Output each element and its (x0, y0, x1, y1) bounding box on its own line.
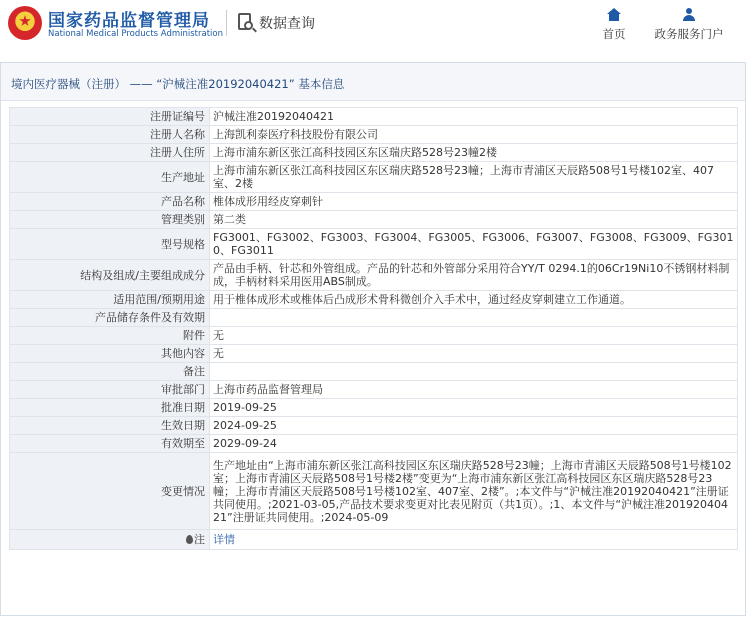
field-value: 无 (210, 345, 738, 363)
field-label: 变更情况 (10, 453, 210, 530)
field-label: 产品储存条件及有效期 (10, 309, 210, 327)
field-value: FG3001、FG3002、FG3003、FG3004、FG3005、FG3006、FG3007、FG3008、FG3009、FG3010、FG3011 (210, 229, 738, 260)
field-value: 2029-09-24 (210, 435, 738, 453)
table-row (10, 399, 738, 417)
field-label: 其他内容 (10, 345, 210, 363)
field-label: 结构及组成/主要组成成分 (10, 260, 210, 291)
nav-gov-label: 政务服务门户 (654, 27, 724, 41)
nav-home[interactable] (599, 8, 629, 42)
field-label: 型号规格 (10, 229, 210, 260)
field-value: 无 (210, 327, 738, 345)
field-value: 上海市浦东新区张江高科技园区东区瑞庆路528号23幢2楼 (210, 144, 738, 162)
field-label: 生产地址 (10, 162, 210, 193)
table-row (10, 435, 738, 453)
table-row (10, 327, 738, 345)
field-value: 第二类 (210, 211, 738, 229)
field-value: 用于椎体成形术或椎体后凸成形术骨科微创介入手术中，通过经皮穿刺建立工作通道。 (210, 291, 738, 309)
table-row (10, 211, 738, 229)
header-divider (226, 10, 227, 36)
field-value: 上海市浦东新区张江高科技园区东区瑞庆路528号23幢；上海市青浦区天辰路508号1号楼102室、407室、2楼 (210, 162, 738, 193)
field-label: 批准日期 (10, 399, 210, 417)
field-value (210, 530, 738, 550)
table-row (10, 530, 738, 550)
table-row (10, 381, 738, 399)
detail-panel (0, 62, 746, 616)
user-icon (682, 8, 696, 24)
details-link[interactable]: 详情 (213, 533, 235, 546)
field-value: 生产地址由“上海市浦东新区张江高科技园区东区瑞庆路528号23幢；上海市青浦区天辰路508号1号楼102室；上海市青浦区天辰路508号1号楼2楼”变更为“上海市浦东新区张江高科技园区东区瑞庆路528号23幢；上海市青浦区天辰路508号1号楼102室、407室、2楼”。;本文件与“沪械注准20192040421”注册证共同使用。;2021-03-05,产品技术要求变更对比表见附页（共1页）。;1、本文件与“沪械注准20192040421”注册证共同使用。;2024-05-09 (210, 453, 738, 530)
field-value: 2019-09-25 (210, 399, 738, 417)
registration-info-table (9, 107, 738, 550)
table-row (10, 453, 738, 530)
field-label: 有效期至 (10, 435, 210, 453)
table-row (10, 291, 738, 309)
field-label: 注册证编号 (10, 108, 210, 126)
field-value: 沪械注准20192040421 (210, 108, 738, 126)
field-label: 备注 (10, 363, 210, 381)
field-label: 注册人名称 (10, 126, 210, 144)
table-row (10, 417, 738, 435)
nav-home-label: 首页 (602, 27, 626, 41)
data-search-icon (236, 12, 256, 34)
field-value (210, 309, 738, 327)
field-label: 适用范围/预期用途 (10, 291, 210, 309)
table-row (10, 162, 738, 193)
field-value: 上海凯利泰医疗科技股份有限公司 (210, 126, 738, 144)
table-row (10, 363, 738, 381)
site-header (0, 0, 746, 50)
field-label (10, 530, 210, 550)
note-label: 注 (194, 533, 205, 546)
field-label: 生效日期 (10, 417, 210, 435)
table-row (10, 108, 738, 126)
table-row (10, 345, 738, 363)
table-row (10, 260, 738, 291)
field-value: 2024-09-25 (210, 417, 738, 435)
breadcrumb: 境内医疗器械（注册） —— “沪械注准20192040421” 基本信息 (1, 63, 745, 101)
table-row (10, 193, 738, 211)
field-value (210, 363, 738, 381)
table-row (10, 144, 738, 162)
tip-icon (186, 535, 193, 544)
site-title-en[interactable]: National Medical Products Administration (48, 29, 223, 39)
national-emblem-logo[interactable] (8, 6, 42, 40)
field-value: 产品由手柄、针芯和外管组成。产品的针芯和外管部分采用符合YY/T 0294.1的06Cr19Ni10不锈钢材料制成，手柄材料采用医用ABS制成。 (210, 260, 738, 291)
site-title[interactable]: 国家药品监督管理局 (48, 11, 210, 31)
table-row (10, 309, 738, 327)
field-label: 注册人住所 (10, 144, 210, 162)
data-query-link[interactable] (236, 10, 315, 36)
table-row (10, 126, 738, 144)
home-icon (607, 8, 621, 24)
field-label: 产品名称 (10, 193, 210, 211)
field-label: 审批部门 (10, 381, 210, 399)
field-label: 管理类别 (10, 211, 210, 229)
table-row (10, 229, 738, 260)
field-label: 附件 (10, 327, 210, 345)
nav-gov-service[interactable] (651, 8, 727, 42)
field-value: 椎体成形用经皮穿刺针 (210, 193, 738, 211)
data-query-label: 数据查询 (259, 16, 315, 32)
field-value: 上海市药品监督管理局 (210, 381, 738, 399)
